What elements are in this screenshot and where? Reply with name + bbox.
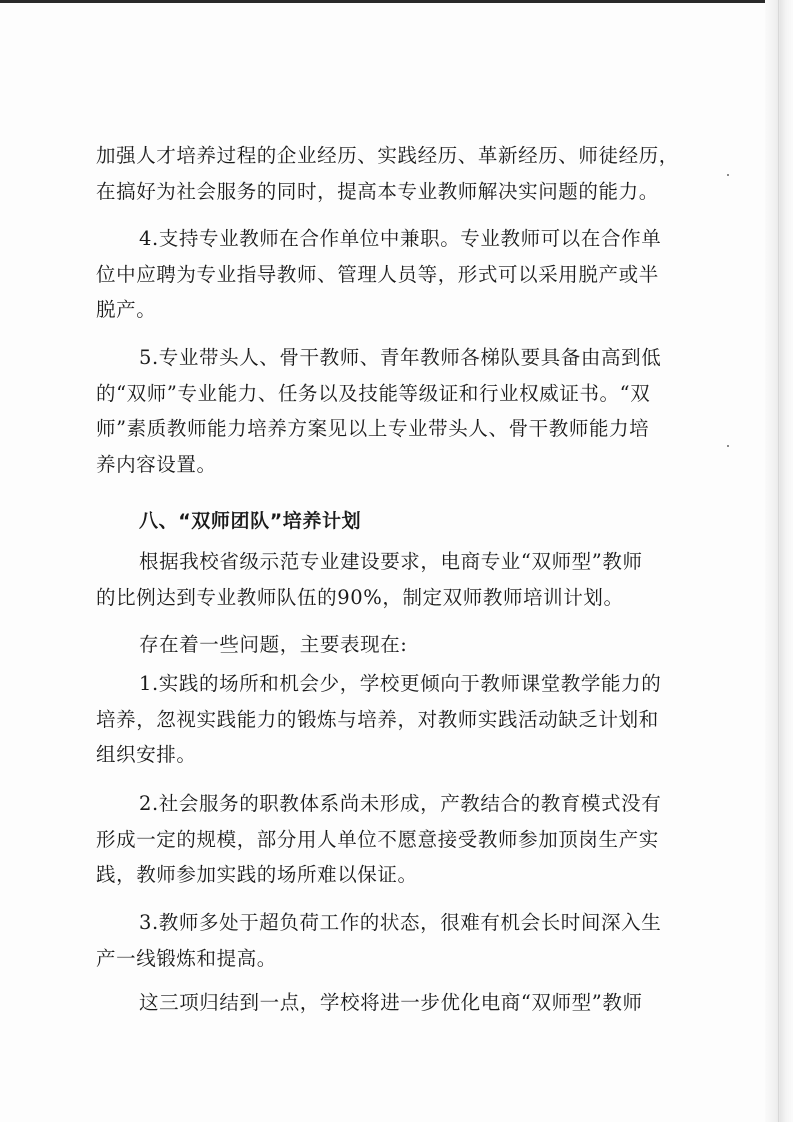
scan-right-edge — [765, 0, 793, 1122]
paragraph-conclusion — [96, 985, 696, 1021]
text-line: 4.支持专业教师在合作单位中兼职。专业教师可以在合作单 — [139, 227, 662, 250]
text-line: 践，教师参加实践的场所难以保证。 — [96, 863, 418, 886]
paragraph-item-4 — [96, 221, 696, 328]
text-line: 加强人才培养过程的企业经历、实践经历、革新经历、师徒经历， — [96, 144, 679, 167]
paragraph-problem-1 — [96, 666, 696, 773]
scan-speck — [727, 174, 729, 176]
text-line: 这三项归结到一点，学校将进一步优化电商“双师型”教师 — [139, 991, 643, 1014]
text-line: 2.社会服务的职教体系尚未形成，产教结合的教育模式没有 — [139, 792, 662, 815]
text-line: 3.教师多处于超负荷工作的状态，很难有机会长时间深入生 — [139, 911, 662, 934]
text-line: 5.专业带头人、骨干教师、青年教师各梯队要具备由高到低 — [139, 346, 662, 369]
paragraph-item-5 — [96, 340, 696, 482]
paragraph-problem-2 — [96, 786, 696, 893]
paragraph-problems-intro — [96, 627, 696, 663]
text-line: 位中应聘为专业指导教师、管理人员等，形式可以采用脱产或半 — [96, 262, 659, 286]
text-line: 组织安排。 — [96, 743, 197, 766]
section-heading-text: 八、“双师团队”培养计划 — [139, 510, 362, 532]
text-line: 脱产。 — [96, 298, 157, 321]
text-line: 产一线锻炼和提高。 — [96, 946, 277, 970]
text-line: 在搞好为社会服务的同时，提高本专业教师解决实问题的能力。 — [96, 179, 659, 203]
text-line: 养内容设置。 — [96, 452, 217, 476]
text-line: 1.实践的场所和机会少，学校更倾向于教师课堂教学能力的 — [139, 672, 662, 695]
scan-right-line — [778, 0, 779, 1122]
scan-speck — [727, 445, 729, 447]
text-line: 存在着一些问题，主要表现在: — [139, 633, 408, 656]
text-line: 的“双师”专业能力、任务以及技能等级证和行业权威证书。“双 — [96, 381, 651, 405]
text-line: 师”素质教师能力培养方案见以上专业带头人、骨干教师能力培 — [96, 417, 650, 440]
scan-top-edge — [0, 0, 793, 3]
text-line: 培养，忽视实践能力的锻炼与培养，对教师实践活动缺乏计划和 — [96, 707, 659, 731]
text-line: 根据我校省级示范专业建设要求，电商专业“双师型”教师 — [139, 550, 643, 573]
section-heading — [96, 504, 696, 540]
text-line: 形成一定的规模，部分用人单位不愿意接受教师参加顶岗生产实 — [96, 827, 659, 851]
paragraph-plan — [96, 544, 696, 615]
paragraph-continuation — [96, 138, 696, 209]
paragraph-problem-3 — [96, 905, 696, 976]
text-line: 的比例达到专业教师队伍的90%，制定双师教师培训计划。 — [96, 585, 624, 609]
